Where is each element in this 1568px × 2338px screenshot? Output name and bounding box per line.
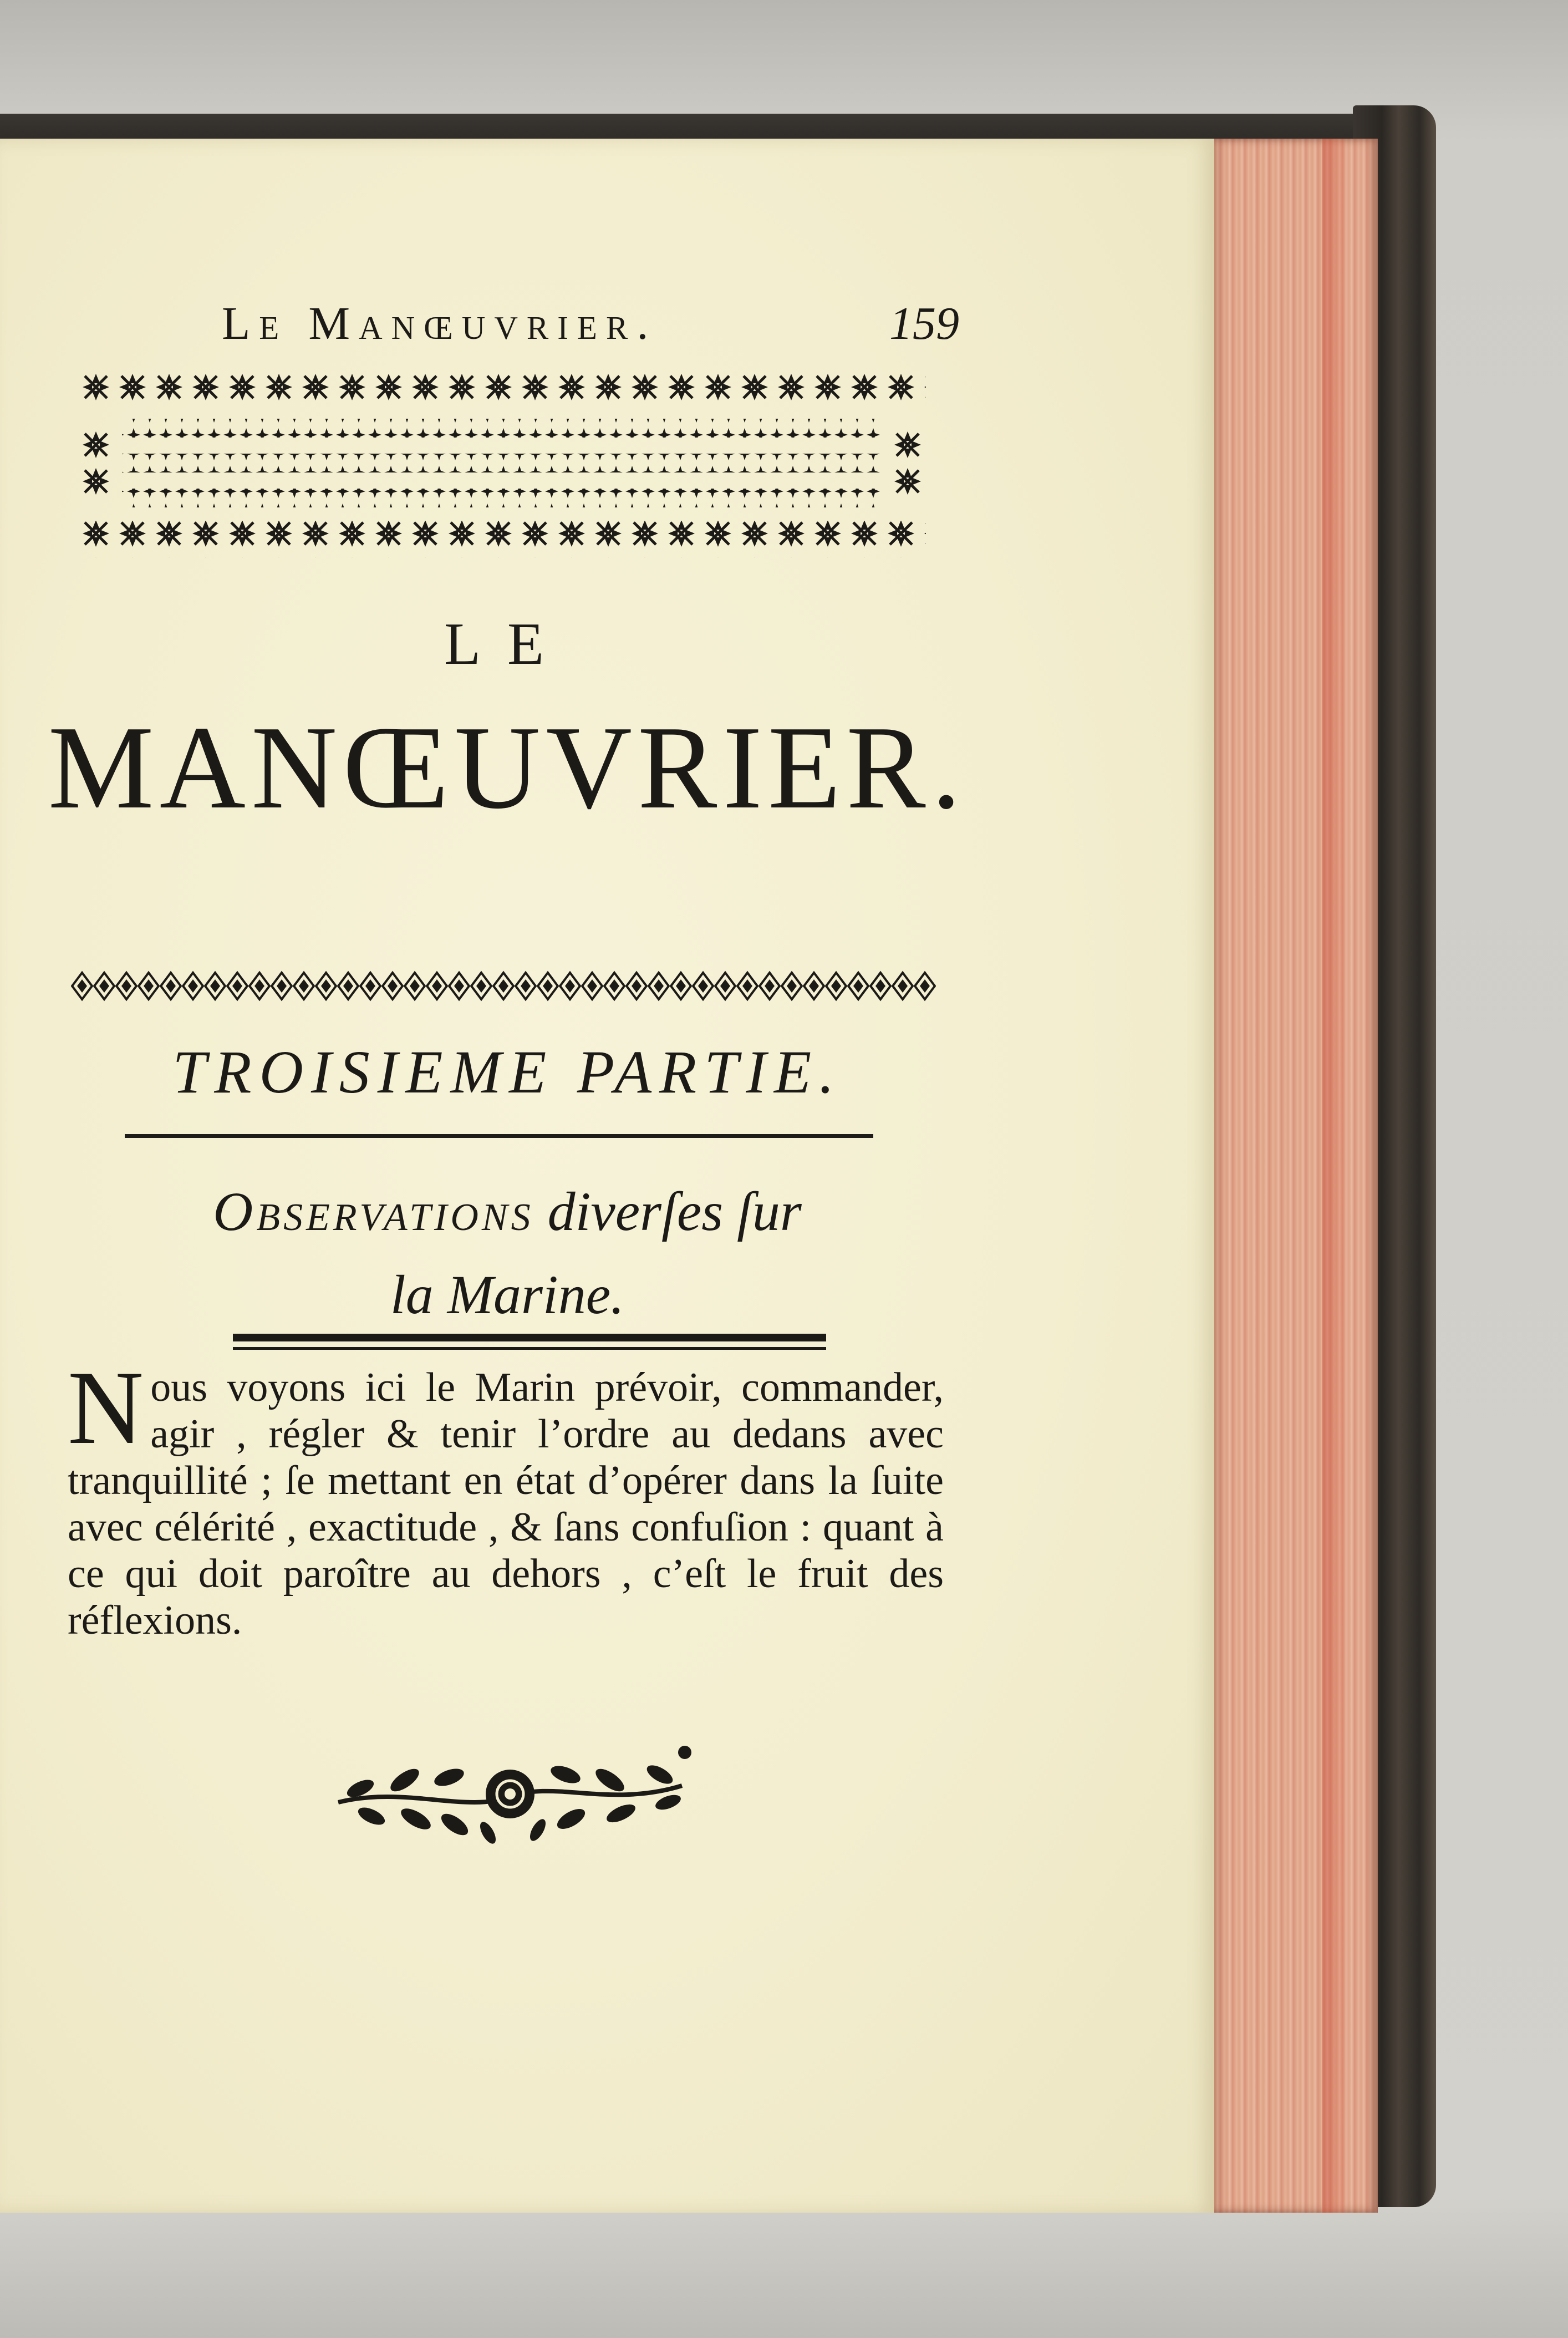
page-content [0, 139, 1214, 2213]
horizontal-rule [125, 1134, 873, 1138]
ornamental-headpiece [78, 369, 926, 557]
section-title [0, 1170, 1015, 1336]
section-title-line1-rest: diverſes ſur [533, 1181, 802, 1242]
page-edges [1211, 139, 1378, 2213]
body-text: ous voyons ici le Marin prévoir, commander, agir , régler & tenir l’ordre au dedans avec tranquillité ; ſe mettant en état d’opérer dans la ſuite avec célérité , exactitude , & ſans confuſion : quant à ce qui doit paroître au dehors , c’eſt le fruit des réflexions. [68, 1365, 944, 1643]
drop-cap: N [68, 1350, 144, 1466]
page-number: 159 [889, 298, 959, 349]
book-title: MANŒUVRIER. [48, 701, 967, 833]
section-title-line2: la Marine. [390, 1264, 625, 1325]
floral-vignette [322, 1736, 699, 1858]
double-rule [233, 1334, 826, 1354]
running-head-title: Le Manœuvrier. [222, 298, 658, 349]
title-article: LE [444, 611, 571, 677]
part-title: TROISIEME PARTIE. [172, 1038, 842, 1106]
body-paragraph [68, 1350, 944, 1644]
diamond-rule [71, 970, 936, 1002]
book-page [0, 139, 1214, 2213]
running-head [222, 297, 959, 358]
section-title-lead: Observations [213, 1181, 534, 1242]
